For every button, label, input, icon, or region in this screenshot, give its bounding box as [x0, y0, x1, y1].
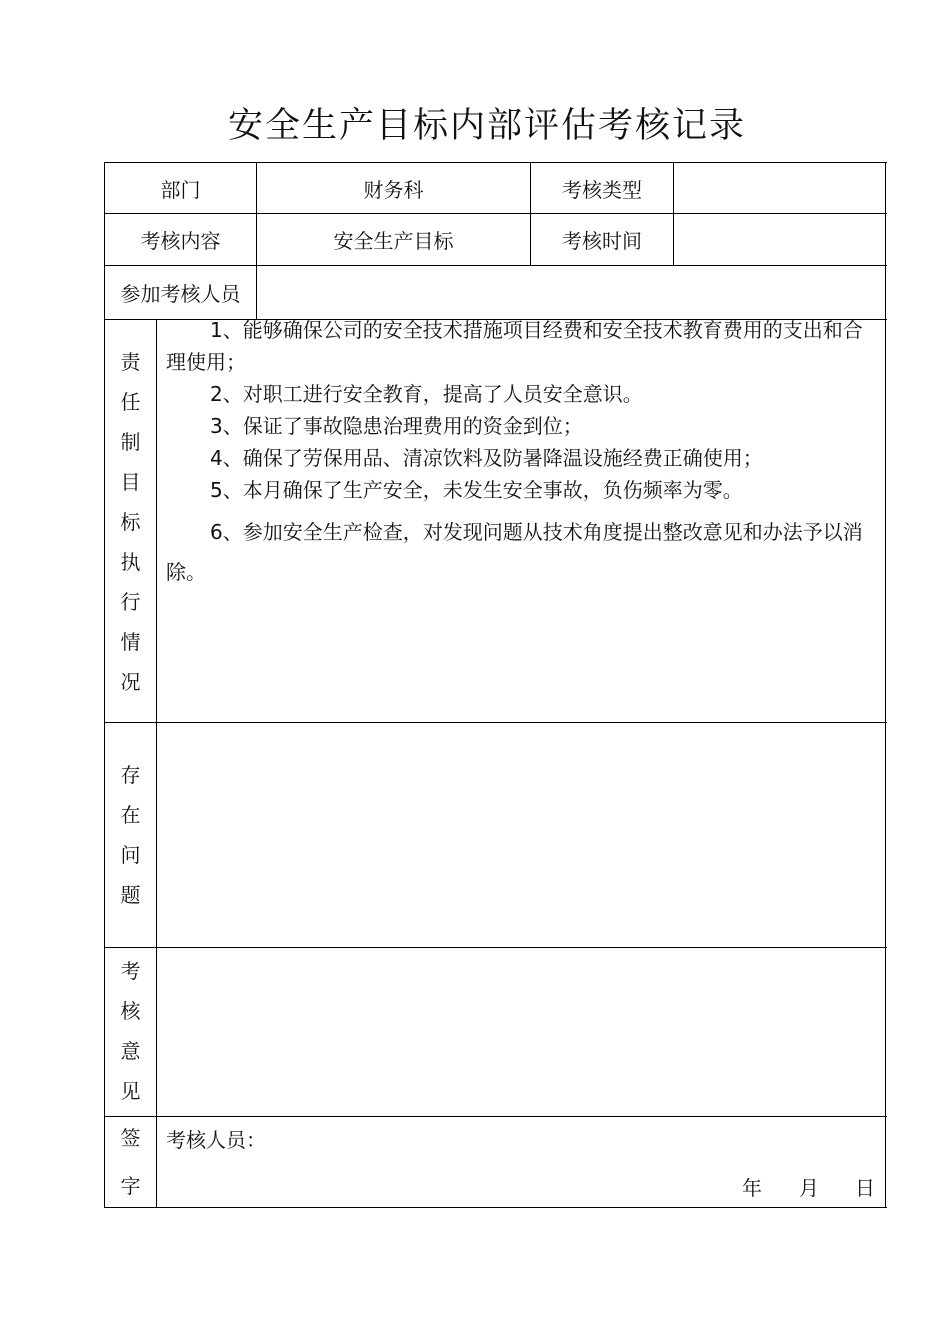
execution-item: 4、确保了劳保用品、清凉饮料及防暑降温设施经费正确使用； [210, 446, 763, 470]
execution-item: 1、能够确保公司的安全技术措施项目经费和安全技术教育费用的支出和合理使用； [166, 318, 863, 374]
execution-label [105, 342, 156, 702]
participants-label: 参加考核人员 [120, 282, 241, 306]
date-year: 年 [742, 1176, 762, 1200]
label-char: 任 [120, 390, 141, 414]
execution-item: 3、保证了事故隐患治理费用的资金到位； [210, 414, 583, 438]
content-value[interactable]: 安全生产目标 [333, 229, 454, 253]
opinion-label [105, 951, 156, 1111]
label-char: 执 [120, 550, 141, 574]
table-border [104, 1207, 887, 1208]
label-char: 在 [120, 803, 141, 827]
execution-content[interactable] [166, 314, 878, 592]
label-char: 目 [120, 470, 141, 494]
execution-item: 5、本月确保了生产安全，未发生安全事故，负伤频率为零。 [210, 478, 743, 502]
row-divider [104, 1116, 887, 1117]
label-char: 意 [120, 1039, 141, 1063]
opinion-content[interactable] [157, 948, 885, 1116]
type-label: 考核类型 [562, 177, 642, 202]
time-label: 考核时间 [562, 229, 642, 253]
label-char: 核 [120, 999, 141, 1023]
dept-label: 部门 [160, 177, 201, 202]
time-value[interactable] [674, 214, 885, 265]
label-char: 况 [120, 670, 141, 694]
execution-item: 6、参加安全生产检查，对发现问题从技术角度提出整改意见和办法予以消除。 [166, 520, 863, 584]
label-char: 问 [120, 843, 141, 867]
label-char: 签 [120, 1126, 141, 1150]
examiner-label: 考核人员： [166, 1128, 266, 1152]
content-label: 考核内容 [140, 229, 221, 253]
label-char: 制 [120, 430, 141, 454]
label-char: 字 [120, 1174, 141, 1198]
label-char: 题 [120, 883, 141, 907]
type-value[interactable] [674, 163, 885, 213]
date-month: 月 [799, 1176, 819, 1200]
table-border [885, 162, 886, 1208]
execution-item: 2、对职工进行安全教育，提高了人员安全意识。 [210, 382, 643, 406]
label-char: 行 [120, 590, 141, 614]
problems-label [105, 755, 156, 915]
sign-label [105, 1118, 156, 1206]
label-char: 考 [120, 959, 141, 983]
problems-content[interactable] [157, 723, 885, 947]
label-char: 见 [120, 1079, 141, 1103]
page-title: 安全生产目标内部评估考核记录 [227, 106, 746, 146]
label-char: 标 [120, 510, 141, 534]
label-char: 情 [120, 630, 141, 654]
label-char: 存 [120, 763, 141, 787]
dept-value[interactable]: 财务科 [363, 177, 424, 202]
date-day: 日 [855, 1176, 875, 1200]
participants-value[interactable] [257, 266, 885, 319]
label-char: 责 [120, 350, 141, 374]
